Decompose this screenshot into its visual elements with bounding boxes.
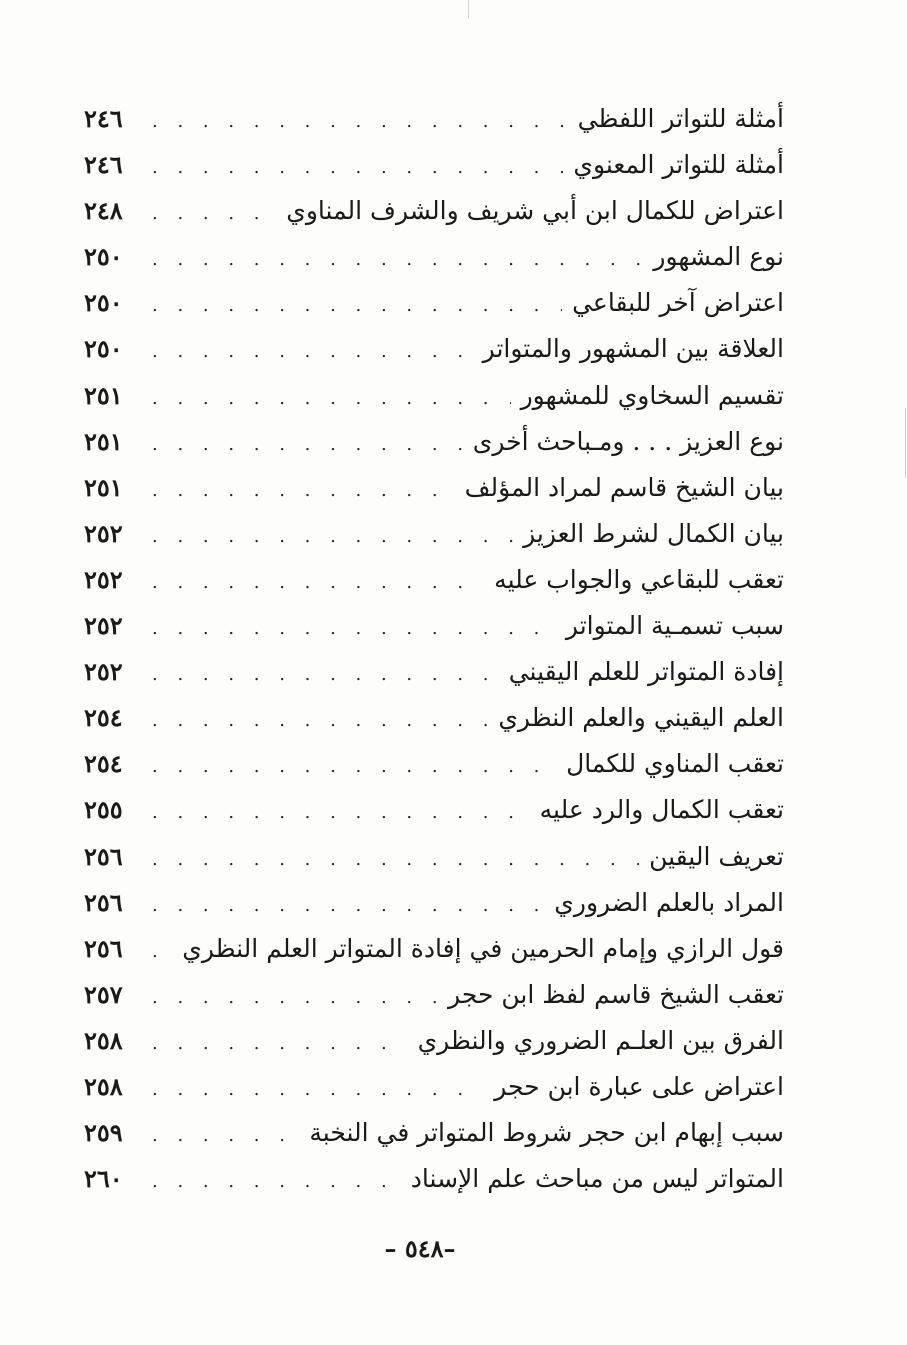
toc-entry [84, 373, 784, 419]
toc-entry-title: سبب تسمـية المتواتر [565, 611, 784, 641]
dot-leader [152, 422, 463, 468]
toc-entry [84, 326, 784, 372]
dot-leader [152, 837, 639, 883]
toc-entry [84, 1018, 784, 1064]
toc-entry-page-number: ٢٥٦ [84, 933, 123, 963]
toc-entry [84, 1064, 784, 1110]
toc-entry [84, 741, 784, 787]
toc-entry-page-number: ٢٥٤ [84, 749, 123, 779]
toc-entry [84, 557, 784, 603]
toc-entry-title: تقسيم السخاوي للمشهور [520, 380, 784, 410]
toc-entry-page-number: ٢٥٠ [84, 334, 123, 364]
toc-entry [84, 465, 784, 511]
dot-leader [152, 1067, 484, 1113]
toc-entry [84, 1110, 784, 1156]
toc-entry-page-number: ٢٥٥ [84, 795, 123, 825]
toc-entry-title: نوع المشهور [653, 242, 784, 272]
dot-leader [152, 145, 563, 191]
dot-leader [152, 790, 530, 836]
toc-entry [84, 972, 784, 1018]
toc-entry-title: العلم اليقيني والعلم النظري [498, 703, 784, 733]
toc-entry-page-number: ٢٥٨ [84, 1025, 123, 1055]
toc-entry-title: بيان الشيخ قاسم لمراد المؤلف [464, 472, 784, 502]
dot-leader [152, 560, 484, 606]
toc-entry-page-number: ٢٥٧ [84, 979, 123, 1009]
dot-leader [152, 744, 556, 790]
toc-entry-page-number: ٢٥٢ [84, 657, 123, 687]
toc-entry-page-number: ٢٥٢ [84, 611, 123, 641]
toc-entry [84, 142, 784, 188]
dot-leader [152, 698, 488, 744]
toc-entry-page-number: ٢٤٨ [84, 196, 123, 226]
toc-entry-title: تعقب الشيخ قاسم لفظ ابن حجر [448, 979, 784, 1009]
toc-entry-title: تعقب المناوي للكمال [566, 749, 784, 779]
toc-entry-page-number: ٢٥٠ [84, 242, 123, 272]
toc-entry-title: الفرق بين العلـم الضروري والنظري [417, 1025, 784, 1055]
dot-leader [152, 514, 513, 560]
toc-entry-title: المراد بالعلم الضروري [554, 887, 784, 917]
dot-leader [152, 191, 276, 237]
toc-entry-title: بيان الكمال لشرط العزيز [523, 518, 784, 548]
dot-leader [152, 376, 511, 422]
dot-leader [152, 929, 172, 975]
toc-entry [84, 695, 784, 741]
toc-entry-title: إفادة المتواتر للعلم اليقيني [508, 657, 784, 687]
dot-leader [152, 283, 562, 329]
dot-leader [152, 883, 544, 929]
toc-entry-title: نوع العزيز . . . ومـباحث أخرى [472, 426, 784, 456]
dot-leader [152, 237, 643, 283]
toc-entry-page-number: ٢٥٢ [84, 518, 123, 548]
toc-entry-page-number: ٢٥٤ [84, 703, 123, 733]
toc-entry-title: العلاقة بين المشهور والمتواتر [482, 334, 784, 364]
toc-entry-title: تعريف اليقين [649, 841, 784, 871]
toc-entry [84, 234, 784, 280]
scan-edge-mark-top [468, 0, 469, 18]
toc-entry [84, 649, 784, 695]
toc-entry-title: سبب إبهام ابن حجر شروط المتواتر في النخبة [309, 1118, 784, 1148]
toc-entry [84, 419, 784, 465]
toc-entry [84, 1156, 784, 1202]
toc-entry [84, 787, 784, 833]
toc-entry-page-number: ٢٤٦ [84, 104, 123, 133]
toc-entry [84, 280, 784, 326]
page-number: – ٥٤٨– [384, 1234, 456, 1263]
dot-leader [152, 1021, 408, 1067]
toc-entry-page-number: ٢٥٨ [84, 1071, 123, 1101]
toc-entry-title: اعتراض للكمال ابن أبي شريف والشرف المناوي [286, 196, 784, 226]
toc-entry-page-number: ٢٥٦ [84, 887, 123, 917]
toc-entry-page-number: ٢٥١ [84, 472, 123, 502]
toc-entry [84, 603, 784, 649]
toc-entry-page-number: ٢٥٩ [84, 1118, 123, 1148]
dot-leader [152, 1159, 401, 1205]
scan-edge-mark-right [905, 408, 906, 478]
dot-leader [152, 99, 568, 145]
toc-entry-title: أمثلة للتواتر اللفظي [577, 104, 784, 133]
toc-entry [84, 926, 784, 972]
toc-entry [84, 834, 784, 880]
toc-entry-page-number: ٢٥٠ [84, 288, 123, 318]
toc-entry-page-number: ٢٥١ [84, 426, 123, 456]
dot-leader [152, 975, 438, 1021]
toc-entry-page-number: ٢٥٢ [84, 564, 123, 594]
toc-entry-title: قول الرازي وإمام الحرمين في إفادة المتواتر العلم النظري [182, 933, 784, 963]
toc-entry-page-number: ٢٥٦ [84, 841, 123, 871]
toc-entry [84, 96, 784, 142]
dot-leader [152, 606, 556, 652]
toc-entry-page-number: ٢٥١ [84, 380, 123, 410]
toc-entry-title: اعتراض آخر للبقاعي [572, 288, 784, 318]
toc-entry [84, 511, 784, 557]
dot-leader [152, 1113, 299, 1159]
table-of-contents [84, 96, 784, 1202]
toc-entry-title: تعقب للبقاعي والجواب عليه [494, 564, 784, 594]
dot-leader [152, 652, 499, 698]
toc-entry-title: أمثلة للتواتر المعنوي [573, 150, 784, 180]
toc-entry-title: تعقب الكمال والرد عليه [539, 795, 784, 825]
toc-entry-title: اعتراض على عبارة ابن حجر [494, 1071, 784, 1101]
toc-entry-title: المتواتر ليس من مباحث علم الإسناد [410, 1164, 784, 1194]
dot-leader [152, 329, 473, 375]
dot-leader [152, 468, 455, 514]
toc-entry [84, 880, 784, 926]
toc-entry-page-number: ٢٦٠ [84, 1164, 123, 1194]
toc-entry-page-number: ٢٤٦ [84, 150, 123, 180]
toc-entry [84, 188, 784, 234]
